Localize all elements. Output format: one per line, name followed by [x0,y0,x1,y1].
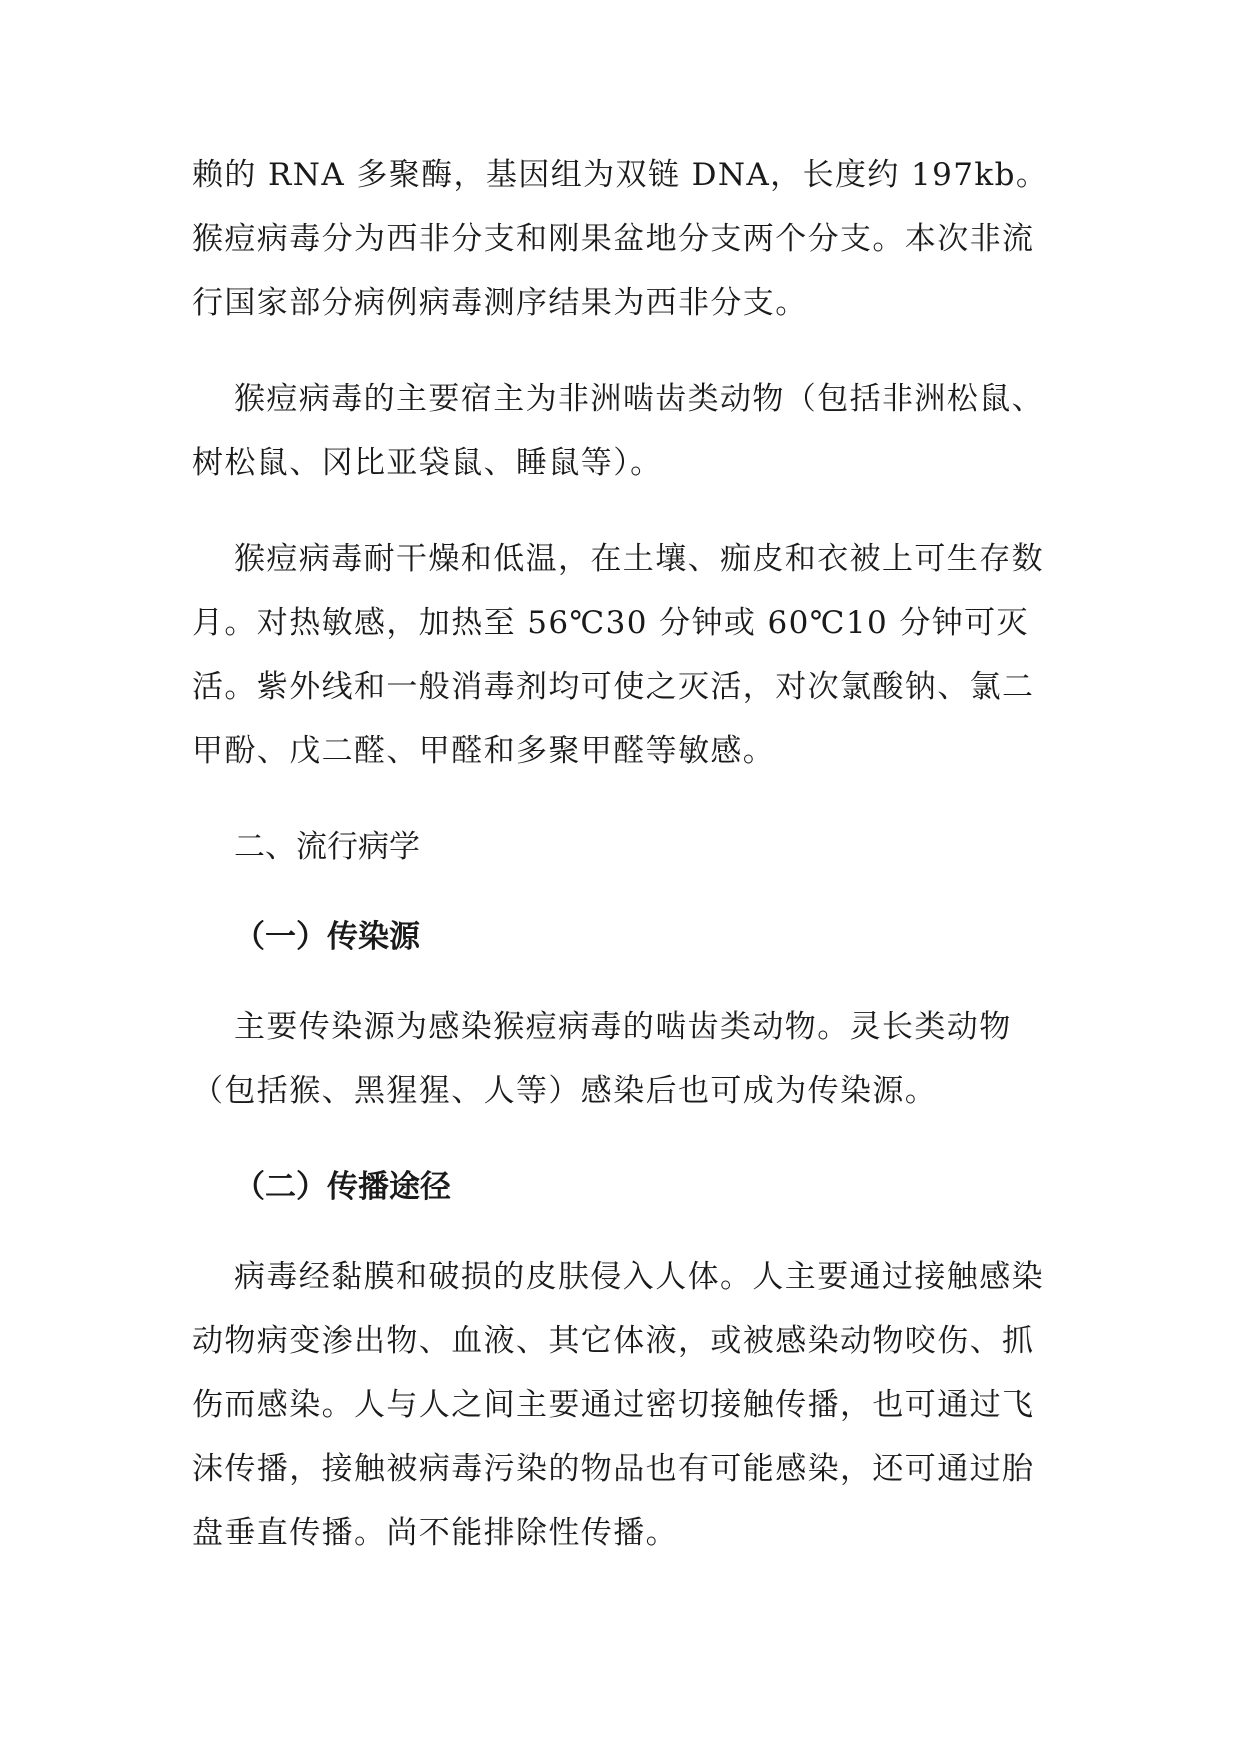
paragraph-virus-host: 猴痘病毒的主要宿主为非洲啮齿类动物（包括非洲松鼠、树松鼠、冈比亚袋鼠、睡鼠等）。 [192,381,1044,481]
document-body [192,143,1064,1597]
paragraph-transmission: 病毒经黏膜和破损的皮肤侵入人体。人主要通过接触感染动物病变渗出物、血液、其它体液，或被感染动物咬伤、抓伤而感染。人与人之间主要通过密切接触传播，也可通过飞沫传播，接触被病毒污染的物品也有可能感染，还可通过胎盘垂直传播。尚不能排除性传播。 [192,1259,1044,1551]
paragraph-virus-genome: 赖的 RNA 多聚酶，基因组为双链 DNA，长度约 197kb。猴痘病毒分为西非分支和刚果盆地分支两个分支。本次非流行国家部分病例病毒测序结果为西非分支。 [192,157,1049,321]
paragraph-virus-resistance: 猴痘病毒耐干燥和低温，在土壤、痂皮和衣被上可生存数月。对热敏感，加热至 56℃30 分钟或 60℃10 分钟可灭活。紫外线和一般消毒剂均可使之灭活，对次氯酸钠、氯二甲酚、戊二醛、甲醛和多聚甲醛等敏感。 [192,541,1044,769]
subsection-title-infection-source: （一）传染源 [234,919,420,955]
paragraph-infection-source: 主要传染源为感染猴痘病毒的啮齿类动物。灵长类动物（包括猴、黑猩猩、人等）感染后也可成为传染源。 [192,1009,1012,1109]
section-title-epidemiology: 二、流行病学 [234,829,420,865]
subsection-title-transmission: （二）传播途径 [234,1169,451,1205]
